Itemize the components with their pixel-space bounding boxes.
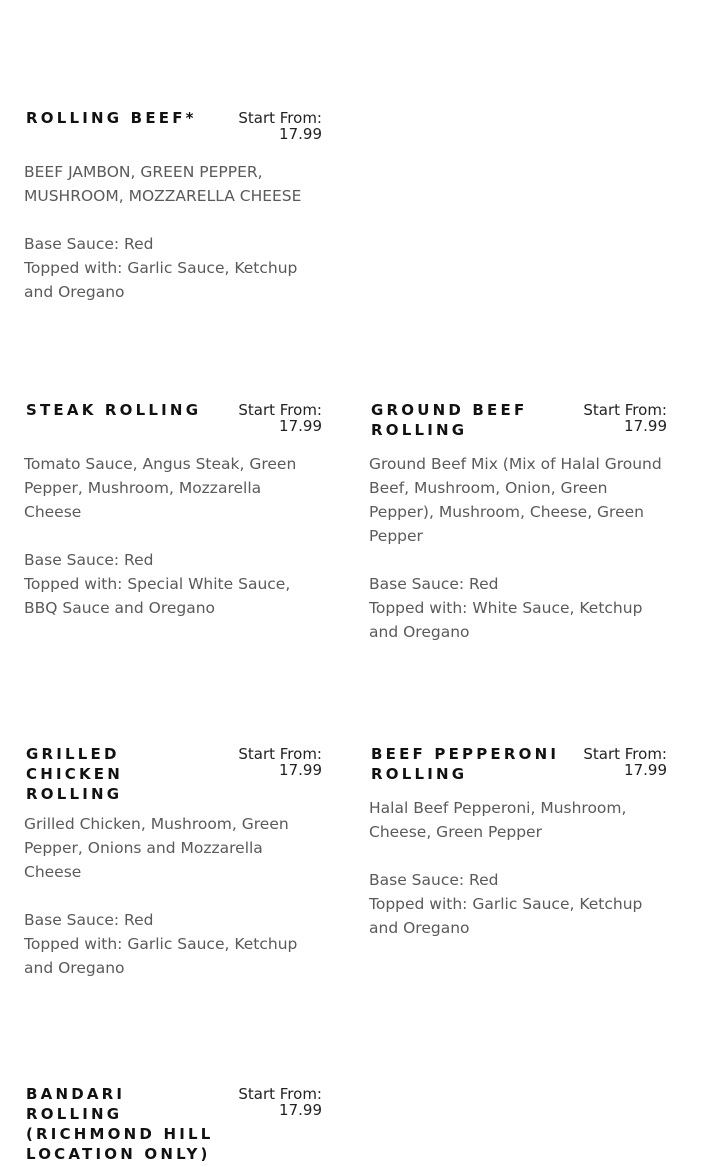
menu-item-ground-beef-rolling: [369, 400, 667, 644]
menu-item-header: [24, 400, 322, 444]
price-value: 17.99: [279, 1101, 322, 1119]
price-value: 17.99: [279, 125, 322, 143]
menu-item-base-sauce: Base Sauce: Red: [24, 551, 154, 569]
menu-item-title: STEAK ROLLING: [26, 401, 202, 419]
price-label: Start From:: [583, 745, 667, 763]
menu-item-price: [238, 1086, 322, 1118]
menu-item-ingredients: Grilled Chicken, Mushroom, Green Pepper, Onions and Mozzarella Cheese: [24, 815, 289, 881]
menu-item-description: [369, 452, 667, 644]
price-label: Start From:: [583, 401, 667, 419]
price-label: Start From:: [238, 401, 322, 419]
menu-item-base-sauce: Base Sauce: Red: [369, 575, 499, 593]
menu-item-price: [238, 110, 322, 142]
menu-item-header: [24, 744, 322, 804]
price-label: Start From:: [238, 745, 322, 763]
menu-item-base-sauce: Base Sauce: Red: [24, 911, 154, 929]
price-value: 17.99: [624, 761, 667, 779]
menu-item-topped-with: Topped with: Garlic Sauce, Ketchup and Oregano: [24, 259, 298, 301]
menu-item-price: [583, 402, 667, 434]
menu-item-price: [583, 746, 667, 778]
menu-item-ingredients: BEEF JAMBON, GREEN PEPPER, MUSHROOM, MOZZARELLA CHEESE: [24, 163, 302, 205]
menu-item-header: [369, 744, 667, 788]
menu-item-steak-rolling: [24, 400, 322, 620]
price-value: 17.99: [279, 417, 322, 435]
menu-item-description: [24, 160, 322, 304]
menu-item-description: [24, 812, 322, 980]
menu-item-ingredients: Ground Beef Mix (Mix of Halal Ground Beef, Mushroom, Onion, Green Pepper), Mushroom, Cheese, Green Pepper: [369, 455, 662, 545]
menu-item-price: [238, 746, 322, 778]
menu-item-grilled-chicken-rolling: [24, 744, 322, 980]
price-label: Start From:: [238, 1085, 322, 1103]
price-label: Start From:: [238, 109, 322, 127]
menu-item-title: GROUND BEEF ROLLING: [371, 401, 528, 439]
menu-item-title: BEEF PEPPERONI ROLLING: [371, 745, 560, 783]
menu-item-description: [24, 452, 322, 620]
price-value: 17.99: [279, 761, 322, 779]
menu-item-title: GRILLED CHICKEN ROLLING: [26, 745, 123, 803]
menu-item-bandari-rolling: [24, 1084, 322, 1164]
menu-item-beef-pepperoni-rolling: [369, 744, 667, 940]
menu-item-topped-with: Topped with: Garlic Sauce, Ketchup and Oregano: [369, 895, 643, 937]
price-value: 17.99: [624, 417, 667, 435]
menu-item-description: [369, 796, 667, 940]
menu-item-rolling-beef: [24, 108, 322, 304]
menu-item-topped-with: Topped with: Special White Sauce, BBQ Sauce and Oregano: [24, 575, 291, 617]
menu-item-base-sauce: Base Sauce: Red: [369, 871, 499, 889]
menu-item-price: [238, 402, 322, 434]
menu-item-topped-with: Topped with: White Sauce, Ketchup and Oregano: [369, 599, 643, 641]
menu-item-ingredients: Tomato Sauce, Angus Steak, Green Pepper, Mushroom, Mozzarella Cheese: [24, 455, 297, 521]
menu-item-ingredients: Halal Beef Pepperoni, Mushroom, Cheese, Green Pepper: [369, 799, 627, 841]
menu-item-header: [369, 400, 667, 444]
menu-item-title: BANDARI ROLLING (RICHMOND HILL LOCATION ONLY): [26, 1085, 214, 1163]
menu-item-title: ROLLING BEEF*: [26, 109, 197, 127]
menu-item-header: [24, 1084, 322, 1164]
menu-item-header: [24, 108, 322, 152]
menu-item-topped-with: Topped with: Garlic Sauce, Ketchup and Oregano: [24, 935, 298, 977]
menu-item-base-sauce: Base Sauce: Red: [24, 235, 154, 253]
